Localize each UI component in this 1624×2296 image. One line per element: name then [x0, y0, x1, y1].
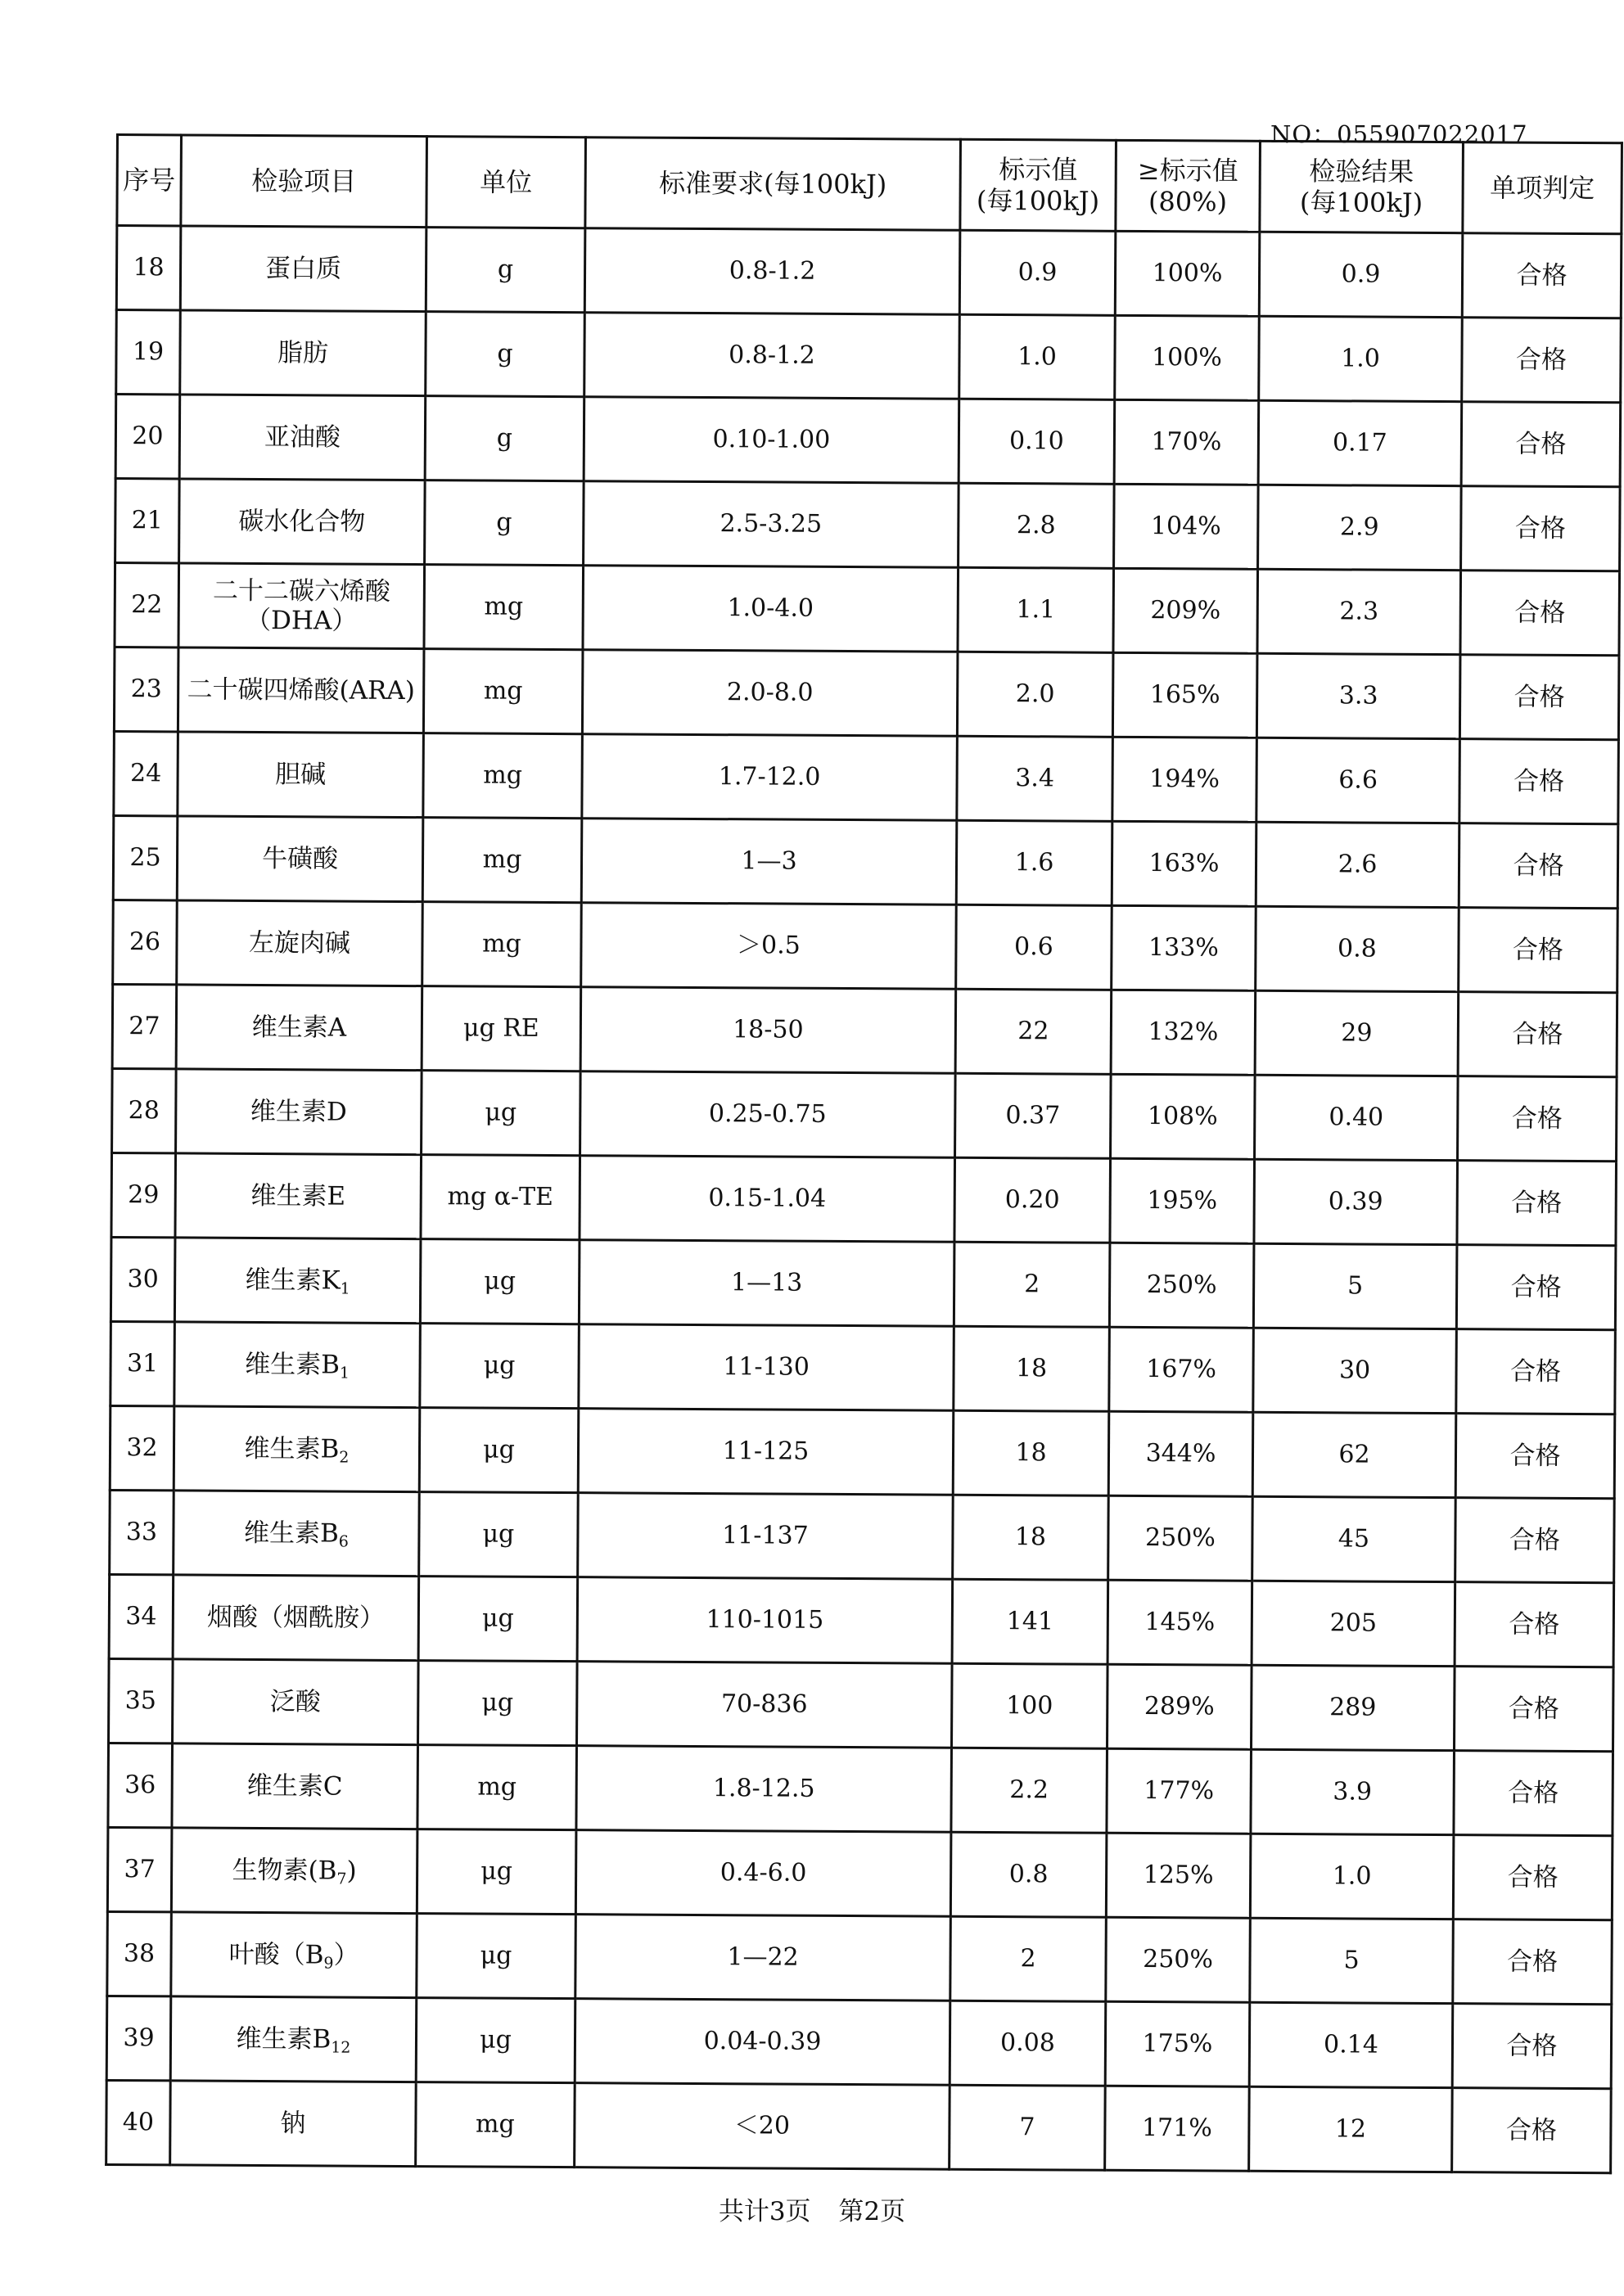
cell-verdict: 合格 — [1458, 992, 1617, 1077]
cell-label-value: 0.20 — [954, 1157, 1111, 1243]
cell-result: 5 — [1250, 1918, 1454, 2003]
cell-no: 38 — [107, 1911, 172, 1996]
inspection-table-wrapper — [105, 133, 1621, 2174]
cell-result: 0.39 — [1254, 1159, 1458, 1244]
cell-no: 20 — [115, 395, 180, 479]
table-row — [111, 1321, 1616, 1414]
cell-verdict: 合格 — [1458, 1076, 1617, 1162]
cell-verdict: 合格 — [1459, 655, 1619, 740]
cell-percent: 163% — [1112, 821, 1256, 906]
table-row — [106, 1996, 1612, 2088]
cell-no: 34 — [109, 1574, 174, 1658]
cell-standard: 0.8-1.2 — [584, 228, 960, 315]
cell-result: 2.3 — [1257, 569, 1461, 654]
header-label-value: 标示值 (每100kJ) — [960, 139, 1116, 231]
cell-result: 62 — [1252, 1412, 1456, 1497]
cell-result: 5 — [1253, 1243, 1457, 1328]
cell-no: 39 — [106, 1996, 171, 2080]
cell-percent: 170% — [1114, 399, 1259, 485]
cell-standard: 2.5-3.25 — [584, 481, 959, 568]
cell-item: 蛋白质 — [180, 226, 426, 312]
cell-no: 36 — [108, 1743, 173, 1827]
cell-percent: 289% — [1107, 1664, 1252, 1749]
cell-percent: 250% — [1108, 1495, 1253, 1581]
cell-unit: mg α-TE — [421, 1155, 580, 1240]
cell-result: 29 — [1255, 990, 1459, 1076]
table-body — [106, 226, 1622, 2173]
cell-percent: 194% — [1112, 737, 1257, 822]
cell-item: 左旋肉碱 — [177, 900, 423, 986]
cell-standard: 1.8-12.5 — [576, 1746, 952, 1833]
header-result: 检验结果 (每100kJ) — [1260, 141, 1464, 232]
cell-percent: 133% — [1112, 905, 1256, 990]
table-row — [106, 2080, 1612, 2172]
cell-label-value: 0.6 — [956, 904, 1112, 990]
cell-standard: 2.0-8.0 — [582, 650, 958, 737]
cell-label-value: 2 — [954, 1242, 1110, 1327]
cell-result: 30 — [1253, 1328, 1457, 1413]
cell-percent: 165% — [1112, 652, 1257, 738]
cell-unit: g — [426, 312, 585, 397]
cell-no: 33 — [110, 1490, 174, 1574]
cell-verdict: 合格 — [1457, 1161, 1617, 1246]
cell-percent: 344% — [1108, 1411, 1253, 1496]
header-verdict: 单项判定 — [1463, 142, 1622, 234]
cell-verdict: 合格 — [1459, 823, 1618, 909]
table-row — [111, 1237, 1616, 1329]
cell-percent: 104% — [1114, 484, 1259, 569]
cell-standard: 0.4-6.0 — [575, 1830, 951, 1917]
cell-standard: 11-130 — [579, 1324, 954, 1411]
cell-verdict: 合格 — [1461, 402, 1621, 487]
cell-verdict: 合格 — [1454, 1667, 1613, 1752]
table-row — [109, 1574, 1614, 1667]
cell-unit: g — [425, 480, 584, 566]
cell-standard: 0.25-0.75 — [580, 1071, 956, 1158]
report-number: NO：055907022017 — [1270, 120, 1528, 148]
table-row — [107, 1911, 1613, 2004]
cell-no: 32 — [110, 1405, 174, 1490]
table-row — [109, 1658, 1614, 1751]
cell-verdict: 合格 — [1459, 908, 1618, 993]
cell-unit: μg — [419, 1492, 579, 1577]
cell-no: 25 — [113, 815, 178, 900]
current-page: 第2页 — [838, 2197, 906, 2226]
cell-item: 维生素$B_{12}$ — [170, 1996, 417, 2082]
cell-verdict: 合格 — [1452, 2004, 1612, 2089]
cell-result: 12 — [1249, 2086, 1453, 2172]
table-row — [112, 1068, 1617, 1161]
cell-standard: 1—3 — [581, 819, 957, 905]
cell-item: 胆碱 — [178, 732, 424, 818]
inspection-table — [105, 133, 1623, 2174]
cell-standard: ＞0.5 — [581, 903, 957, 990]
cell-unit: mg — [422, 818, 582, 903]
table-row — [113, 900, 1618, 992]
cell-standard: ＜20 — [575, 2083, 950, 2170]
cell-unit: μg — [420, 1324, 580, 1409]
cell-item: 钠 — [170, 2081, 417, 2167]
cell-label-value: 2 — [950, 1916, 1107, 2001]
cell-standard: 0.8-1.2 — [584, 313, 960, 399]
cell-percent: 177% — [1107, 1748, 1252, 1834]
header-standard: 标准要求(每100kJ) — [585, 138, 961, 231]
header-item: 检验项目 — [181, 135, 427, 228]
cell-result: 289 — [1251, 1665, 1455, 1750]
cell-item: 碳水化合物 — [179, 479, 426, 565]
cell-standard: 0.10-1.00 — [584, 397, 959, 484]
cell-percent: 145% — [1107, 1580, 1252, 1665]
cell-label-value: 0.8 — [950, 1832, 1107, 1917]
cell-no: 30 — [111, 1237, 175, 1321]
cell-label-value: 1.6 — [956, 820, 1112, 905]
cell-label-value: 141 — [952, 1579, 1108, 1664]
cell-standard: 11-137 — [578, 1493, 954, 1580]
cell-result: 0.40 — [1255, 1075, 1459, 1160]
cell-item: 维生素A — [176, 985, 422, 1071]
total-pages: 共计3页 — [718, 2197, 811, 2226]
cell-result: 0.14 — [1249, 2002, 1453, 2087]
cell-standard: 1.0-4.0 — [583, 566, 959, 652]
cell-label-value: 1.1 — [958, 567, 1114, 652]
table-row — [114, 647, 1619, 739]
table-row — [113, 815, 1618, 908]
cell-no: 24 — [114, 731, 178, 815]
cell-label-value: 2.8 — [959, 483, 1115, 568]
cell-item: 维生素$B_2$ — [174, 1406, 420, 1492]
cell-unit: mg — [424, 565, 584, 650]
cell-percent: 125% — [1106, 1833, 1251, 1918]
header-no: 序号 — [117, 135, 182, 226]
cell-result: 1.0 — [1259, 316, 1463, 401]
cell-label-value: 7 — [950, 2085, 1106, 2170]
cell-item: 维生素$B_6$ — [174, 1491, 420, 1577]
cell-result: 0.9 — [1259, 232, 1463, 317]
cell-label-value: 2.2 — [951, 1748, 1107, 1833]
table-row — [110, 1490, 1615, 1582]
cell-percent: 132% — [1111, 990, 1256, 1075]
cell-verdict: 合格 — [1456, 1245, 1616, 1330]
cell-label-value: 18 — [954, 1326, 1110, 1411]
cell-no: 28 — [112, 1068, 177, 1153]
cell-result: 1.0 — [1250, 1834, 1454, 1919]
cell-verdict: 合格 — [1459, 739, 1619, 824]
table-row — [115, 395, 1621, 487]
cell-no: 37 — [107, 1827, 172, 1911]
cell-unit: μg — [420, 1239, 580, 1324]
cell-percent: 100% — [1115, 231, 1260, 316]
cell-label-value: 2.0 — [957, 652, 1113, 737]
cell-unit: mg — [423, 649, 583, 734]
cell-no: 35 — [109, 1658, 174, 1743]
table-row — [115, 479, 1621, 571]
header-unit: 单位 — [426, 137, 586, 228]
cell-label-value: 3.4 — [957, 736, 1113, 821]
cell-verdict: 合格 — [1462, 233, 1622, 318]
cell-no: 23 — [114, 647, 178, 731]
cell-item: 维生素$K_1$ — [174, 1238, 421, 1324]
cell-verdict: 合格 — [1453, 1835, 1613, 1920]
cell-verdict: 合格 — [1455, 1498, 1615, 1583]
cell-verdict: 合格 — [1455, 1414, 1615, 1499]
cell-result: 0.17 — [1258, 400, 1462, 485]
cell-unit: μg — [417, 1914, 576, 1999]
table-row — [116, 226, 1622, 318]
cell-standard: 70-836 — [577, 1662, 953, 1748]
table-row — [108, 1743, 1613, 1835]
table-row — [114, 731, 1619, 823]
cell-unit: mg — [423, 733, 583, 819]
cell-percent: 250% — [1106, 1917, 1251, 2002]
header-percent: ≥标示值 (80%) — [1116, 140, 1261, 232]
table-row — [110, 1405, 1615, 1498]
cell-no: 21 — [115, 479, 180, 563]
cell-result: 2.9 — [1258, 485, 1462, 570]
cell-standard: 110-1015 — [577, 1577, 953, 1664]
cell-result: 2.6 — [1256, 822, 1459, 907]
cell-no: 26 — [113, 900, 178, 984]
cell-percent: 195% — [1110, 1158, 1255, 1243]
cell-result: 0.8 — [1256, 906, 1459, 991]
cell-unit: mg — [422, 902, 582, 987]
cell-verdict: 合格 — [1462, 318, 1622, 403]
cell-item: 叶酸$(B_9)$ — [171, 1912, 417, 1998]
table-row — [115, 563, 1620, 656]
cell-result: 3.9 — [1251, 1749, 1455, 1834]
cell-label-value: 0.10 — [959, 399, 1115, 484]
cell-unit: μg RE — [422, 986, 581, 1071]
cell-verdict: 合格 — [1454, 1751, 1613, 1836]
cell-unit: μg — [416, 1998, 575, 2083]
cell-verdict: 合格 — [1460, 571, 1620, 656]
cell-unit: mg — [417, 1745, 577, 1830]
cell-standard: 18-50 — [580, 987, 956, 1074]
cell-item: 亚油酸 — [179, 395, 426, 480]
cell-percent: 108% — [1111, 1074, 1256, 1159]
cell-result: 6.6 — [1256, 738, 1460, 823]
cell-item: 牛磺酸 — [177, 816, 423, 902]
cell-label-value: 0.37 — [955, 1073, 1112, 1158]
cell-no: 31 — [111, 1321, 175, 1405]
cell-result: 45 — [1252, 1496, 1456, 1581]
cell-no: 29 — [111, 1153, 176, 1237]
cell-percent: 250% — [1109, 1243, 1254, 1328]
table-row — [111, 1153, 1617, 1245]
cell-no: 22 — [115, 563, 179, 647]
cell-label-value: 0.08 — [950, 2001, 1106, 2086]
cell-standard: 1—13 — [579, 1240, 954, 1327]
cell-no: 40 — [106, 2080, 171, 2164]
cell-item: 泛酸 — [173, 1659, 419, 1745]
cell-label-value: 18 — [953, 1410, 1109, 1495]
cell-item: 二十二碳六烯酸 （DHA） — [178, 563, 425, 649]
table-row — [107, 1827, 1613, 1919]
table-row — [116, 310, 1622, 403]
table-row — [112, 984, 1617, 1076]
cell-verdict: 合格 — [1455, 1582, 1614, 1667]
cell-verdict: 合格 — [1453, 1919, 1613, 2005]
cell-standard: 1—22 — [575, 1915, 951, 2001]
cell-verdict: 合格 — [1456, 1329, 1616, 1414]
cell-item: 二十碳四烯酸(ARA) — [178, 647, 424, 733]
cell-label-value: 22 — [955, 989, 1112, 1074]
cell-verdict: 合格 — [1461, 486, 1621, 571]
cell-item: 维生素E — [175, 1153, 422, 1239]
cell-label-value: 18 — [953, 1495, 1109, 1580]
cell-item: 生物素$(B_7)$ — [171, 1828, 417, 1914]
cell-item: 脂肪 — [180, 310, 426, 396]
cell-unit: μg — [418, 1577, 578, 1662]
cell-label-value: 1.0 — [959, 314, 1116, 399]
cell-percent: 209% — [1113, 568, 1258, 653]
cell-unit: μg — [417, 1829, 576, 1915]
cell-standard: 11-125 — [578, 1409, 954, 1495]
cell-label-value: 0.9 — [959, 230, 1116, 315]
cell-standard: 0.15-1.04 — [580, 1156, 955, 1243]
cell-verdict: 合格 — [1452, 2088, 1612, 2173]
cell-unit: g — [425, 396, 584, 481]
cell-standard: 0.04-0.39 — [575, 1999, 950, 2086]
cell-percent: 175% — [1105, 2001, 1250, 2086]
cell-percent: 171% — [1105, 2086, 1250, 2171]
cell-unit: mg — [416, 2082, 575, 2167]
cell-unit: μg — [422, 1071, 581, 1156]
cell-result: 3.3 — [1256, 653, 1460, 738]
cell-unit: g — [426, 228, 585, 313]
cell-no: 19 — [116, 310, 181, 395]
cell-percent: 100% — [1115, 315, 1260, 400]
cell-no: 18 — [116, 226, 181, 310]
cell-result: 205 — [1252, 1581, 1455, 1666]
cell-label-value: 100 — [952, 1663, 1108, 1748]
cell-no: 27 — [112, 984, 177, 1068]
page-footer — [0, 2190, 1624, 2227]
cell-item: 维生素C — [172, 1743, 418, 1829]
cell-percent: 167% — [1109, 1327, 1254, 1412]
cell-item: 维生素D — [176, 1069, 422, 1155]
table-header-row — [117, 135, 1622, 234]
cell-standard: 1.7-12.0 — [582, 734, 958, 821]
cell-item: 烟酸（烟酰胺） — [173, 1575, 419, 1661]
cell-unit: μg — [419, 1408, 579, 1493]
cell-unit: μg — [418, 1661, 578, 1746]
cell-item: 维生素$B_1$ — [174, 1322, 421, 1408]
